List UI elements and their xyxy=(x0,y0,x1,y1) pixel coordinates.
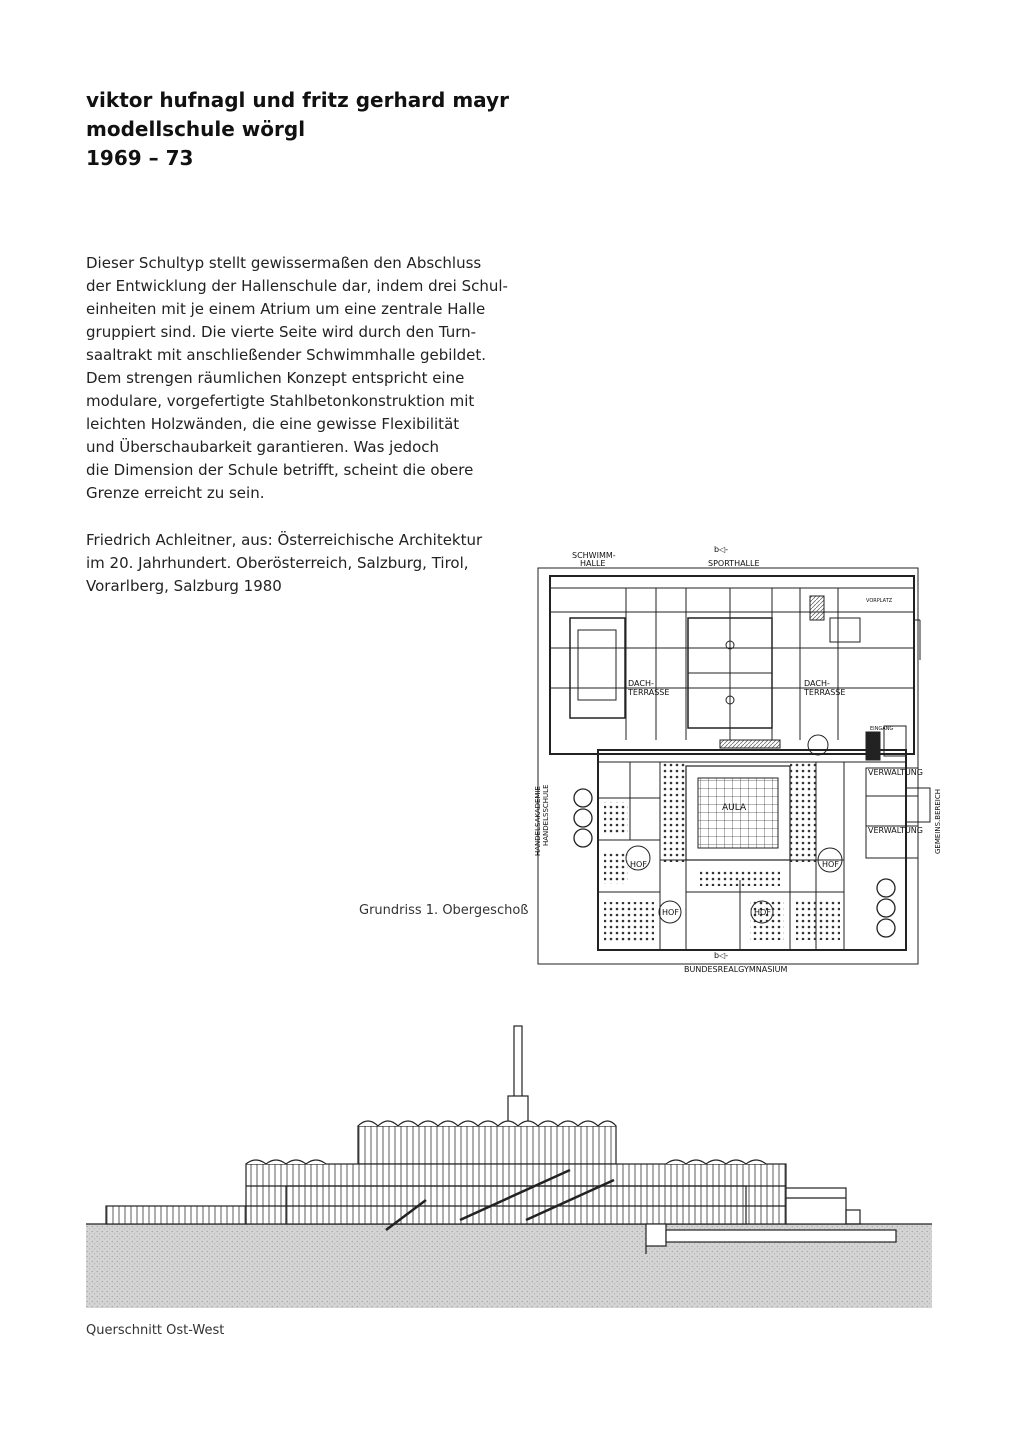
description-line: modulare, vorgefertigte Stahlbetonkonstruktion mit xyxy=(86,392,475,410)
label-hof-3: HOF xyxy=(662,908,679,917)
label-hof-2: HOF xyxy=(822,860,839,869)
description-line: gruppiert sind. Die vierte Seite wird durch den Turn- xyxy=(86,323,477,341)
description-line: der Entwicklung der Hallenschule dar, indem drei Schul- xyxy=(86,277,508,295)
description-line: einheiten mit je einem Atrium um eine zentrale Halle xyxy=(86,300,486,318)
label-gemeins-bereich: GEMEINS.BEREICH xyxy=(934,788,942,854)
source-citation xyxy=(86,529,482,598)
label-handelsakademie: HANDELSAKADEMIE xyxy=(534,786,542,856)
label-eingang: EINGANG xyxy=(870,726,894,732)
label-verwaltung-1: VERWALTUNG xyxy=(868,768,923,777)
citation-line: Friedrich Achleitner, aus: Österreichische Architektur xyxy=(86,531,483,549)
label-vorplatz: VORPLATZ xyxy=(866,598,893,604)
description-line: Dieser Schultyp stellt gewissermaßen den Abschluss xyxy=(86,254,482,272)
label-hof-1: HOF xyxy=(630,860,647,869)
label-schwimmhalle: SCHWIMM- xyxy=(572,551,616,560)
section-marker-bottom: b◁- xyxy=(714,951,729,960)
floor-plan-drawing xyxy=(500,540,950,980)
plan-labels xyxy=(534,545,942,974)
label-dachterrasse-right: DACH- xyxy=(804,679,830,688)
plan-linework xyxy=(538,568,930,964)
plan-caption: Grundriss 1. Obergeschoß xyxy=(359,903,529,918)
citation-line: im 20. Jahrhundert. Oberösterreich, Salzburg, Tirol, xyxy=(86,554,469,572)
label-hof-4: HOF xyxy=(754,908,771,917)
cross-section-drawing xyxy=(86,1020,932,1312)
label-dachterrasse-left-2: TERRASSE xyxy=(628,688,670,697)
description-line: saaltrakt mit anschließender Schwimmhalle gebildet. xyxy=(86,346,487,364)
title-block xyxy=(86,86,509,173)
description-line: Dem strengen räumlichen Konzept entspricht eine xyxy=(86,369,465,387)
label-dachterrasse-left: DACH- xyxy=(628,679,654,688)
label-handelsschule: HANDELSSCHULE xyxy=(542,784,550,846)
project-heading: modellschule wörgl xyxy=(86,117,306,141)
citation-line: Vorarlberg, Salzburg 1980 xyxy=(86,577,282,595)
label-schwimmhalle-2: HALLE xyxy=(580,559,606,568)
label-verwaltung-2: VERWALTUNG xyxy=(868,826,923,835)
label-sporthalle: SPORTHALLE xyxy=(708,559,760,568)
description-paragraph xyxy=(86,252,506,505)
description-line: Grenze erreicht zu sein. xyxy=(86,484,265,502)
section-linework xyxy=(106,1026,896,1254)
label-dachterrasse-right-2: TERRASSE xyxy=(804,688,846,697)
section-caption: Querschnitt Ost-West xyxy=(86,1323,225,1338)
label-bundesrealgymnasium: BUNDESREALGYMNASIUM xyxy=(684,965,788,974)
description-line: und Überschaubarkeit garantieren. Was jedoch xyxy=(86,438,440,456)
section-marker-top: b◁- xyxy=(714,545,729,554)
description-line: die Dimension der Schule betrifft, scheint die obere xyxy=(86,461,474,479)
description-line: leichten Holzwänden, die eine gewisse Flexibilität xyxy=(86,415,460,433)
label-aula: AULA xyxy=(722,803,747,813)
architects-heading: viktor hufnagl und fritz gerhard mayr xyxy=(86,88,509,112)
years-heading: 1969 – 73 xyxy=(86,146,194,170)
